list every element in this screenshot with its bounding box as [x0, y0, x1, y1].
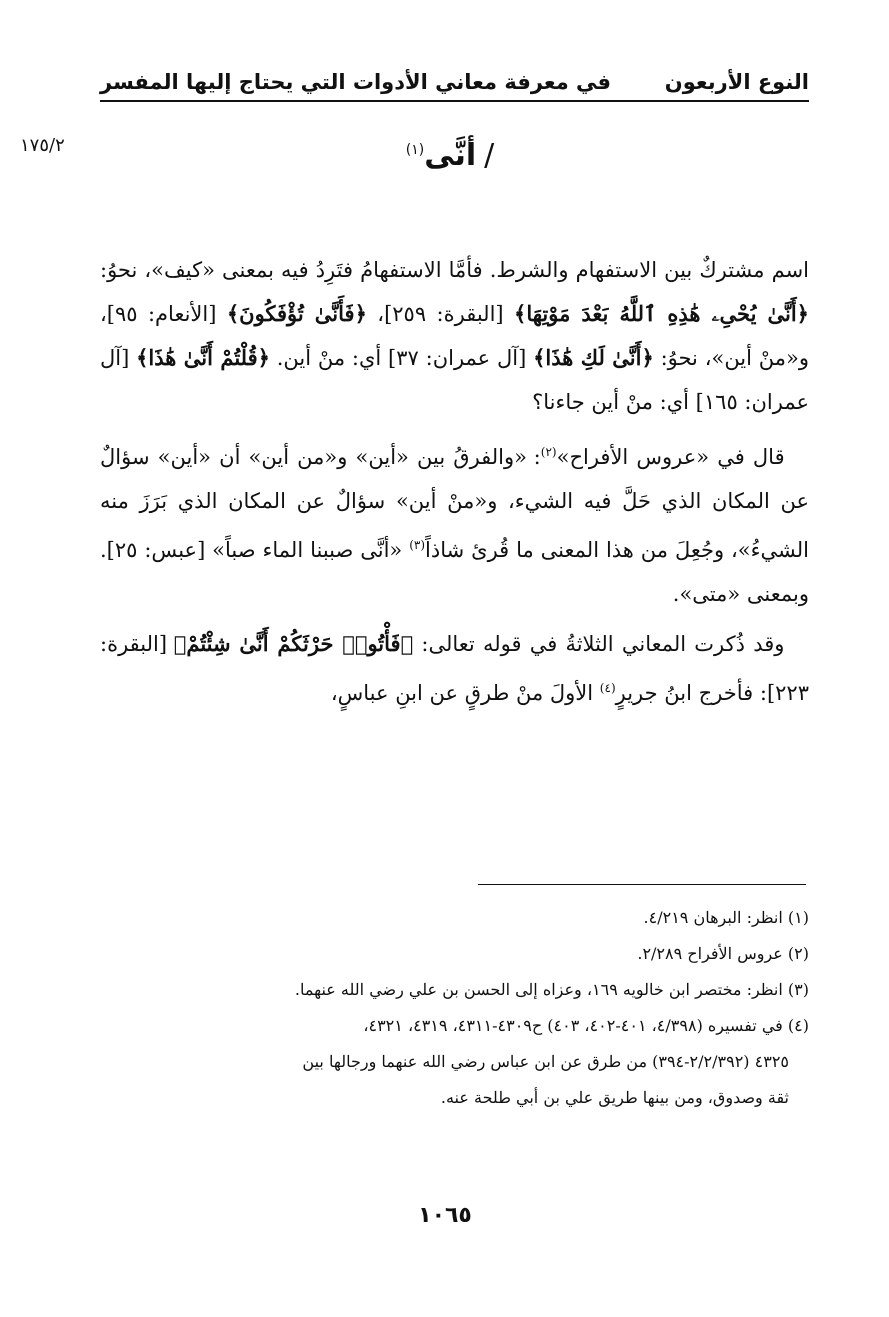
text-run: [البقرة: ٢٥٩]،	[366, 302, 515, 326]
footnote-4-continued: ٤٣٢٥ (٢/٢/٣٩٢-٣٩٤) من طرق عن ابن عباس رضي الله عنهما ورجالها بين	[302, 1052, 789, 1071]
text-run: [البقرة: ٢٢٣]: فأخرج ابنُ جريرٍ	[100, 632, 809, 705]
body-text	[100, 248, 809, 721]
text-run: «أنَّى صببنا الماء صباً» [عبس: ٢٥]. وبمعنى «متى».	[100, 538, 809, 606]
margin-reference: ١٧٥/٢	[20, 135, 65, 156]
quran-quote: ﴿فَأْتُوا۟ حَرْثَكُمْ أَنَّىٰ شِئْتُمْ﴾	[173, 631, 414, 656]
quran-quote: ﴿أَنَّىٰ لَكِ هَٰذَا﴾	[533, 345, 654, 370]
header-section-title: في معرفة معاني الأدوات التي يحتاج إليها المفسر	[100, 70, 612, 94]
footnotes	[85, 900, 809, 1116]
quran-quote: ﴿أَنَّىٰ يُحْىِۦ هَٰذِهِ ٱللَّهُ بَعْدَ مَوْتِهَا﴾	[514, 301, 809, 326]
running-header	[100, 58, 809, 94]
footnote-4-continued: ثقة وصدوق، ومن بينها طريق علي بن أبي طلحة عنه.	[440, 1088, 789, 1107]
text-run: [آل عمران: ٣٧] أي: منْ أين.	[269, 346, 534, 370]
entry-heading	[380, 138, 520, 173]
paragraph-2	[100, 430, 809, 616]
text-run: [آل عمران: ١٦٥] أي: منْ أين جاءنا؟	[100, 346, 809, 414]
entry-word: أنَّى	[424, 138, 477, 173]
quran-quote: ﴿قُلْتُمْ أَنَّىٰ هَٰذَا﴾	[136, 345, 270, 370]
footnote-mark: (٤)	[599, 681, 616, 695]
paragraph-1	[100, 248, 809, 424]
header-rule	[100, 100, 809, 102]
footnote-3: (٣) انظر: مختصر ابن خالويه ١٦٩، وعزاه إلى الحسن بن علي رضي الله عنهما.	[294, 980, 809, 999]
text-run: [الأنعام: ٩٥]، و«منْ أين»، نحوُ:	[100, 302, 809, 370]
footnote-rule	[478, 884, 806, 885]
footnote-mark: (١)	[405, 142, 425, 158]
text-run: الأولَ منْ طرقٍ عن ابنِ عباسٍ،	[330, 681, 600, 705]
entry-slash: /	[484, 138, 495, 173]
footnote-4: (٤) في تفسيره (٤/٣٩٨، ٤٠١-٤٠٢، ٤٠٣) ح٤٣٠٩-٤٣١١، ٤٣١٩، ٤٣٢١،	[363, 1016, 809, 1035]
page-number: ١٠٦٥	[418, 1203, 472, 1228]
footnote-1: (١) انظر: البرهان ٤/٢١٩.	[643, 908, 809, 927]
paragraph-3	[100, 622, 809, 715]
text-run: : «والفرقُ بين «أين» و«من أين» أن «أين» سؤالٌ عن المكان الذي حَلَّ فيه الشيء، و«منْ أين» سؤالٌ عن المكان الذي بَرَزَ منه الشيءُ»، وجُعِلَ من هذا المعنى ما قُرئ شاذاً	[100, 445, 809, 562]
text-run: اسم مشتركٌ بين الاستفهام والشرط. فأمَّا الاستفهامُ فتَرِدُ فيه بمعنى «كيف»، نحوُ:	[100, 258, 809, 282]
footnote-mark: (٣)	[409, 538, 426, 552]
footnote-mark: (٢)	[540, 445, 557, 459]
text-run: وقد ذُكرت المعاني الثلاثةُ في قوله تعالى:	[413, 632, 785, 656]
footnote-2: (٢) عروس الأفراح ٢/٢٨٩.	[637, 944, 809, 963]
quran-quote: ﴿فَأَنَّىٰ تُؤْفَكُونَ﴾	[226, 301, 367, 326]
header-chapter: النوع الأربعون	[664, 70, 809, 94]
text-run: قال في «عروس الأفراح»	[556, 445, 785, 469]
